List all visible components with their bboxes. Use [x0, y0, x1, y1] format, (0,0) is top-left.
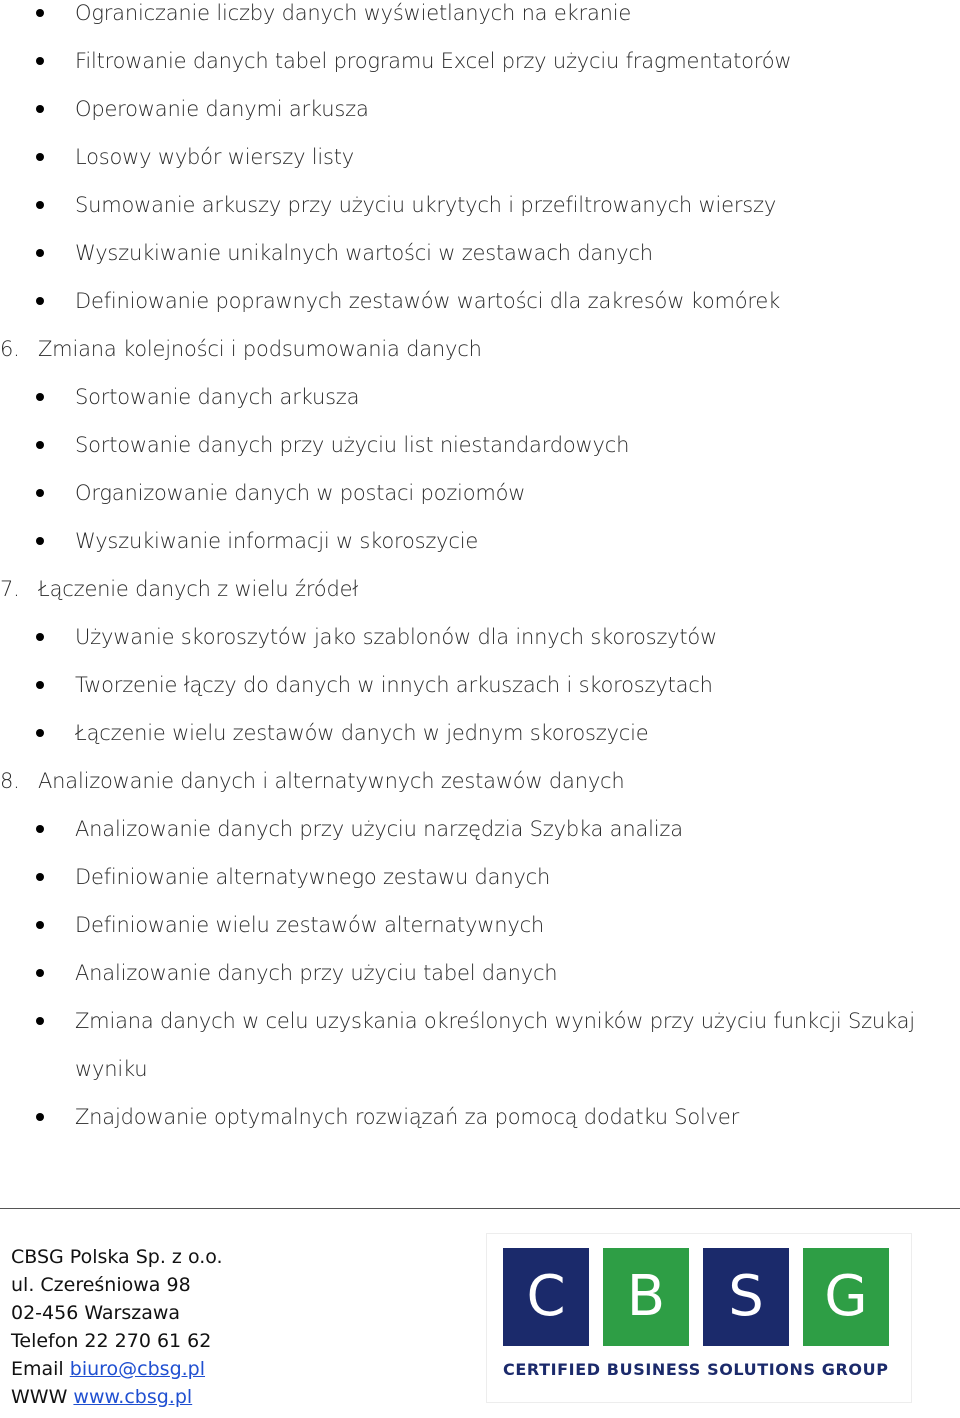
list-item-text: Operowanie danymi arkusza: [75, 97, 369, 121]
list-item-text: Sortowanie danych arkusza: [75, 385, 360, 409]
section-title: Łączenie danych z wielu źródeł: [38, 577, 359, 601]
bullet-icon: [36, 681, 44, 689]
website-link[interactable]: www.cbsg.pl: [73, 1386, 193, 1408]
logo-tile-b: B: [603, 1248, 689, 1346]
bullet-icon: [36, 825, 44, 833]
cbsg-logo: [486, 1233, 912, 1403]
bullet-icon: [36, 441, 44, 449]
street-address: ul. Czereśniowa 98: [11, 1274, 191, 1296]
email-label: Email: [11, 1358, 64, 1380]
bullet-icon: [36, 489, 44, 497]
bullet-icon: [36, 249, 44, 257]
list-item-text: Znajdowanie optymalnych rozwiązań za pomocą dodatku Solver: [75, 1105, 740, 1129]
bullet-icon: [36, 537, 44, 545]
bullet-icon: [36, 633, 44, 641]
email-link[interactable]: biuro@cbsg.pl: [69, 1358, 206, 1380]
bullet-icon: [36, 297, 44, 305]
section-number: 8.: [0, 769, 20, 793]
list-item-text: Wyszukiwanie unikalnych wartości w zestawach danych: [75, 241, 653, 265]
list-item-text: Ograniczanie liczby danych wyświetlanych na ekranie: [75, 1, 632, 25]
section-title: Zmiana kolejności i podsumowania danych: [38, 337, 482, 361]
city-address: 02-456 Warszawa: [11, 1302, 181, 1324]
bullet-icon: [36, 201, 44, 209]
company-name: CBSG Polska Sp. z o.o.: [11, 1246, 223, 1268]
list-item-text: Wyszukiwanie informacji w skoroszycie: [75, 529, 479, 553]
list-item-text: Sumowanie arkuszy przy użyciu ukrytych i przefiltrowanych wierszy: [75, 193, 777, 217]
email-line: [11, 1355, 223, 1383]
list-item-text: Tworzenie łączy do danych w innych arkuszach i skoroszytach: [75, 673, 713, 697]
www-label: WWW: [11, 1386, 68, 1408]
section-number: 7.: [0, 577, 20, 601]
www-line: [11, 1383, 223, 1411]
phone-number: Telefon 22 270 61 62: [11, 1330, 212, 1352]
bullet-icon: [36, 969, 44, 977]
list-item-text: Łączenie wielu zestawów danych w jednym skoroszycie: [75, 721, 649, 745]
bullet-icon: [36, 873, 44, 881]
bullet-icon: [36, 57, 44, 65]
list-item-text: Definiowanie alternatywnego zestawu danych: [75, 865, 551, 889]
bullet-icon: [36, 921, 44, 929]
list-item-text: Organizowanie danych w postaci poziomów: [75, 481, 526, 505]
bullet-icon: [36, 1017, 44, 1025]
list-item-text: Definiowanie poprawnych zestawów wartości dla zakresów komórek: [75, 289, 781, 313]
bullet-icon: [36, 105, 44, 113]
list-item-text: wyniku: [75, 1057, 148, 1081]
logo-tiles: [503, 1248, 889, 1346]
list-item-text: Zmiana danych w celu uzyskania określonych wyników przy użyciu funkcji Szukaj: [75, 1009, 915, 1033]
bullet-icon: [36, 153, 44, 161]
logo-tile-g: G: [803, 1248, 889, 1346]
logo-tile-s: S: [703, 1248, 789, 1346]
bullet-icon: [36, 9, 44, 17]
list-item-text: Sortowanie danych przy użyciu list niestandardowych: [75, 433, 630, 457]
company-contact: [11, 1243, 223, 1411]
list-item-text: Definiowanie wielu zestawów alternatywnych: [75, 913, 545, 937]
bullet-icon: [36, 729, 44, 737]
section-number: 6.: [0, 337, 20, 361]
logo-tagline: CERTIFIED BUSINESS SOLUTIONS GROUP: [503, 1360, 889, 1379]
list-item-text: Losowy wybór wierszy listy: [75, 145, 355, 169]
footer-divider: [0, 1208, 960, 1209]
section-title: Analizowanie danych i alternatywnych zestawów danych: [38, 769, 625, 793]
list-item-text: Analizowanie danych przy użyciu tabel danych: [75, 961, 558, 985]
bullet-icon: [36, 393, 44, 401]
bullet-icon: [36, 1113, 44, 1121]
list-item-text: Używanie skoroszytów jako szablonów dla innych skoroszytów: [75, 625, 718, 649]
logo-tile-c: C: [503, 1248, 589, 1346]
list-item-text: Analizowanie danych przy użyciu narzędzia Szybka analiza: [75, 817, 683, 841]
list-item-text: Filtrowanie danych tabel programu Excel przy użyciu fragmentatorów: [75, 49, 792, 73]
